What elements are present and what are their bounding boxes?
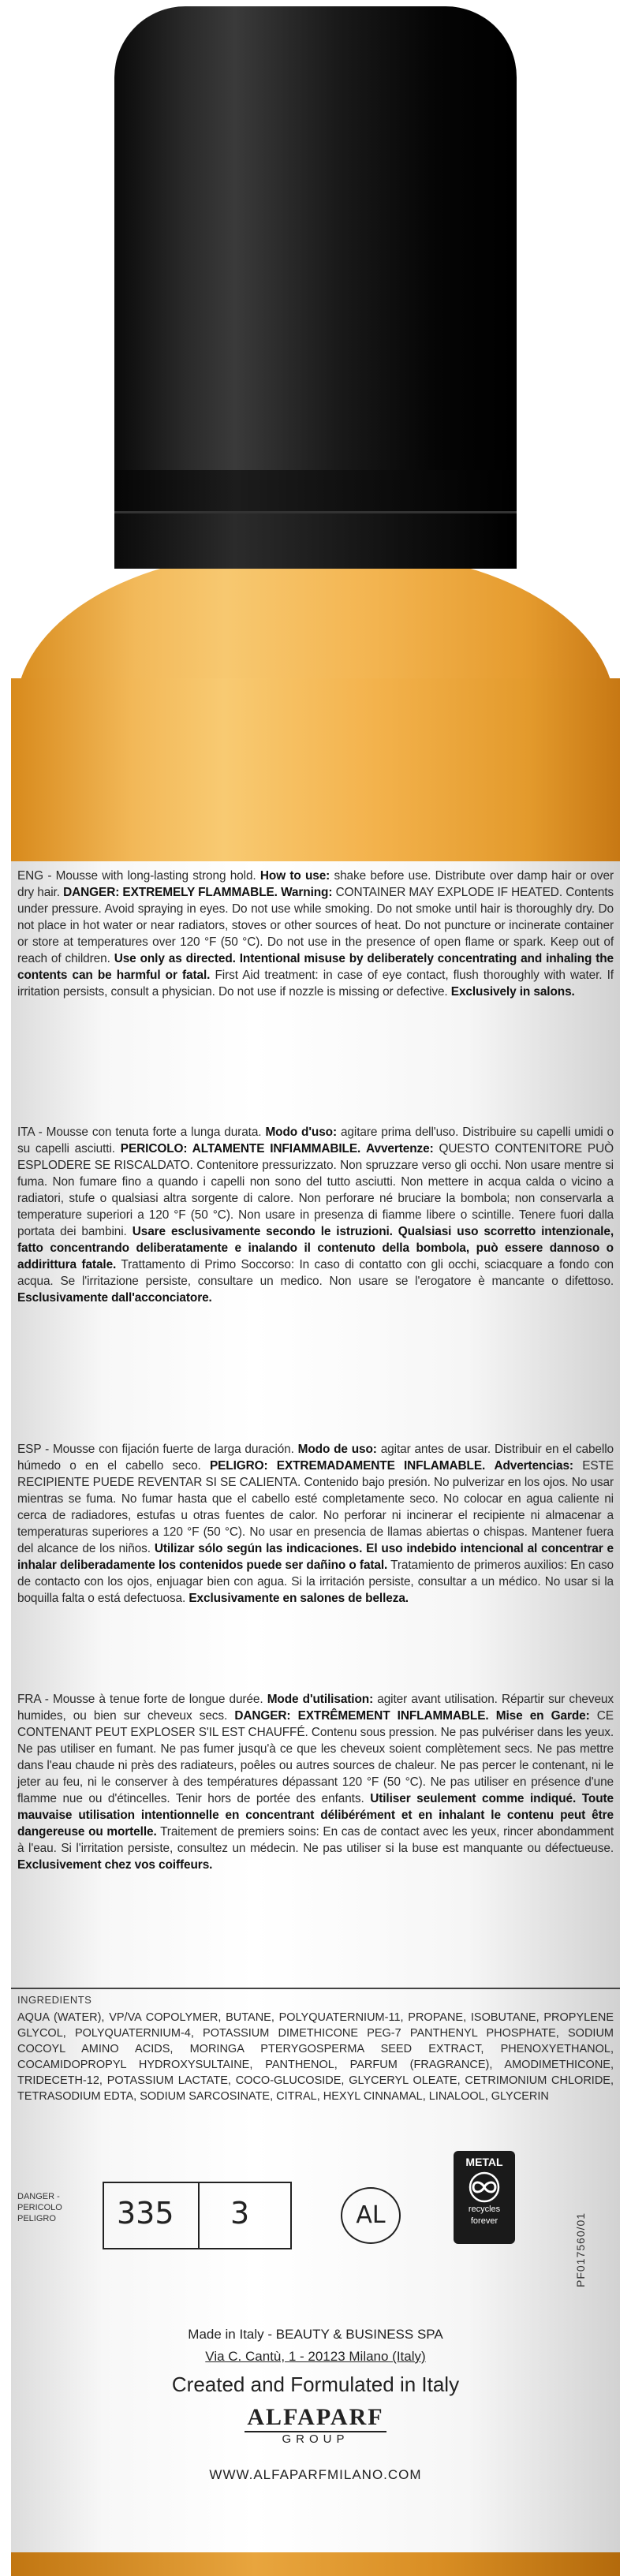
lead-text: Mousse con tenuta forte a lunga durata. xyxy=(46,1126,262,1139)
salons-text: Exclusively in salons. xyxy=(450,985,575,999)
howto-text: shake before use. Distribute over damp hair or over dry hair. xyxy=(17,869,614,899)
label-text-spanish xyxy=(17,1441,614,1607)
directed-text: Usare esclusivamente secondo le istruzioni. Qualsiasi uso scorretto intenzionale, fatto concentrando deliberatamente e inalando il contenuto della bombola, può essere dannoso o addirittura fatale. xyxy=(17,1225,614,1271)
warning-text: ESTE RECIPIENTE PUEDE REVENTAR SI SE CALIENTA. Contenido bajo presión. No pulverizar en los ojos. No usar mientras se fuma. No fumar hasta que el cabello esté completamente seco. No colocar en agua caliente ni cerca de radiadores, estufas u otras fuentes de calor. No perforar ni incinerar el recipiente ni almacenar a temperaturas superiores a 120 °F (50 °C). No usar en presencia de llamas abiertas o chispas. Mantener fuera del alcance de los niños. xyxy=(17,1459,614,1555)
danger-label: DANGER: EXTREMELY FLAMMABLE. xyxy=(63,886,278,899)
al-recycling-symbol: AL xyxy=(341,2187,401,2244)
lead-text: Mousse con fijación fuerte de larga duración. xyxy=(52,1443,294,1456)
directed-text: Utiliser seulement comme indiqué. Toute mauvaise utilisation intentionnelle en concentrant délibérément et en inhalant le contenu peut être dangereuse ou mortelle. xyxy=(17,1792,614,1839)
ingredients-divider xyxy=(11,1988,620,1989)
created-formulated-text: Created and Formulated in Italy xyxy=(171,2373,460,2396)
alfaparf-logo xyxy=(0,2404,631,2446)
ingredients-title: INGREDIENTS xyxy=(17,1994,92,2006)
warning-text: CONTAINER MAY EXPLODE IF HEATED. Contents under pressure. Avoid spraying in eyes. Do not use while smoking. Do not smoke until hair is thoroughly dry. Do not place in hot water or near radiators, stoves or other sources of heat. Do not puncture or incinerate container or store at temperatures over 120 °F (50 °C). Do not use in the presence of open flame or spark. Keep out of reach of children. xyxy=(17,886,614,965)
danger-label: PERICOLO: ALTAMENTE INFIAMMABILE. xyxy=(120,1142,361,1155)
howto-text: agitare prima dell'uso. Distribuire su capelli umidi o su capelli asciutti. xyxy=(17,1126,614,1155)
brand-name: ALFAPARF xyxy=(247,2404,384,2430)
lang-prefix: ITA - xyxy=(17,1126,47,1139)
metal-text: METAL xyxy=(465,2156,503,2168)
danger-small-text: DANGER - PERICOLO PELIGRO xyxy=(17,2192,62,2223)
warning-label: Avvertenze: xyxy=(366,1142,434,1155)
howto-label: Modo de uso: xyxy=(297,1443,377,1456)
howto-label: Modo d'uso: xyxy=(265,1126,337,1139)
label-text-english xyxy=(17,868,614,1000)
firstaid-text: First Aid treatment: in case of eye contact, flush thoroughly with water. If irritation persists, consult a physician. Do not use if nozzle is missing or defective. xyxy=(17,969,614,999)
lang-prefix: ENG - xyxy=(17,869,56,883)
firstaid-text: Tratamiento de primeros auxilios: En caso de contacto con los ojos, enjuagar bien con agua. Si la irritación persiste, consultar a un médico. No usar si la boquilla falta o está defectuosa. xyxy=(17,1559,614,1605)
danger-label: PELIGRO: EXTREMADAMENTE INFLAMABLE. xyxy=(209,1459,486,1473)
howto-text: agitar antes de usar. Distribuir en el cabello húmedo o en el cabello seco. xyxy=(17,1443,614,1473)
danger-label: DANGER: EXTRÊMEMENT INFLAMMABLE. xyxy=(234,1709,489,1723)
metal-recycles-forever-badge xyxy=(454,2151,515,2244)
warning-text: CE CONTENANT PEUT EXPLOSER S'IL EST CHAUFFÉ. Contenu sous pression. Ne pas pulvériser dans les yeux. Ne pas utiliser en fumant. Ne pas fumer jusqu'à ce que les cheveux soient complètement secs. Ne pas mettre dans l'eau chaude ni près des radiateurs, poêles ou autres sources de chaleur. Ne pas percer le contenant, ni le jeter au feu, ni le conserver à des températures dépassant 120 °F (50 °C). Ne pas utiliser en présence d'une flamme nue ou d'étincelles. Tenir hors de portée des enfants. xyxy=(17,1709,614,1805)
warning-label: Warning: xyxy=(281,886,333,899)
salons-text: Exclusivement chez vos coiffeurs. xyxy=(17,1858,213,1872)
ingredients-text: AQUA (WATER), VP/VA COPOLYMER, BUTANE, POLYQUATERNIUM-11, PROPANE, ISOBUTANE, PROPYLENE GLYCOL, POLYQUATERNIUM-4, POTASSIUM DIMETHICONE PEG-7 PANTHENYL PHOSPHATE, SODIUM COCOYL AMINO ACIDS, MORINGA PTERYGOSPERMA SEED EXTRACT, PHENOXYETHANOL, COCAMIDOPROPYL HYDROXYSULTAINE, PANTHENOL, PARFUM (FRAGRANCE), AMODIMETHICONE, TRIDECETH-12, POTASSIUM LACTATE, COCO-GLUCOSIDE, GLYCERYL OLEATE, CETRIMONIUM CHLORIDE, TETRASODIUM EDTA, SODIUM SARCOSINATE, CITRAL, HEXYL CINNAMAL, LINALOOL, GLYCERIN xyxy=(17,2011,614,2103)
can-body-orange xyxy=(11,678,620,868)
lang-prefix: FRA - xyxy=(17,1693,53,1706)
firstaid-text: Traitement de premiers soins: En cas de contact avec les yeux, rincer abondamment à l'eau. Si l'irritation persiste, consultez un médecin. Ne pas utiliser si la buse est manquante ou défectueuse. xyxy=(17,1825,614,1855)
recycles-text: recycles xyxy=(468,2205,501,2214)
infinity-icon xyxy=(462,2171,506,2203)
salons-text: Exclusivamente en salones de belleza. xyxy=(189,1592,409,1605)
cap-base xyxy=(114,470,517,511)
firstaid-text: Trattamento di Primo Soccorso: In caso di contatto con gli occhi, sciacquare a fondo con acqua. Se l'irritazione persiste, consultare un medico. Non usare se l'erogatore è mancante o difettoso. xyxy=(17,1258,614,1288)
directed-text: Utilizar sólo según las indicaciones. El uso indebido intencional al concentrar e inhalar deliberadamente los contenidos puede ser dañino o fatal. xyxy=(17,1542,614,1572)
vertical-product-code: PF017560/01 xyxy=(574,2212,587,2287)
howto-label: Mode d'utilisation: xyxy=(267,1693,374,1706)
howto-text: agiter avant utilisation. Répartir sur cheveux humides, ou bien sur cheveux secs. xyxy=(17,1693,614,1723)
made-in-italy-text: Made in Italy - BEAUTY & BUSINESS SPA xyxy=(188,2327,443,2342)
warning-text: QUESTO CONTENITORE PUÒ ESPLODERE SE RISCALDATO. Contenitore pressurizzato. Non spruzzare verso gli occhi. Non usare mentre si fuma. Non fumare fino a quando i capelli non sono del tutto asciutti. Non mettere in acqua calda o vicino a radiatori, stufe o qualsiasi altra sorgente di calore. Non perforare né bruciare la bombola; non conservarla a temperature superiori a 120 °F (50 °C). Non usare in presenza di fiamme libere o scintille. Tenere fuori dalla portata dei bambini. xyxy=(17,1142,614,1238)
cap-ring xyxy=(114,511,517,569)
code-a: 335 xyxy=(117,2196,174,2231)
warning-label: Mise en Garde: xyxy=(495,1709,590,1723)
code-b: 3 xyxy=(230,2196,250,2231)
brand-sub: GROUP xyxy=(282,2432,349,2446)
batch-code-box xyxy=(103,2182,292,2249)
directed-text: Use only as directed. Intentional misuse by deliberately concentrating and inhaling the contents can be harmful or fatal. xyxy=(17,952,614,982)
black-cap xyxy=(114,6,517,511)
warning-label: Advertencias: xyxy=(494,1459,573,1473)
lead-text: Mousse à tenue forte de longue durée. xyxy=(52,1693,263,1706)
website-text: WWW.ALFAPARFMILANO.COM xyxy=(209,2467,422,2482)
salons-text: Esclusivamente dall'acconciatore. xyxy=(17,1291,212,1305)
lang-prefix: ESP - xyxy=(17,1443,53,1456)
label-text-italian xyxy=(17,1124,614,1306)
code-divider xyxy=(198,2183,200,2248)
address-text: Via C. Cantù, 1 - 20123 Milano (Italy) xyxy=(205,2349,426,2364)
forever-text: forever xyxy=(470,2216,498,2226)
can-bottom-rim xyxy=(11,2552,620,2576)
label-text-french xyxy=(17,1691,614,1873)
howto-label: How to use: xyxy=(259,869,330,883)
lead-text: Mousse with long-lasting strong hold. xyxy=(55,869,256,883)
